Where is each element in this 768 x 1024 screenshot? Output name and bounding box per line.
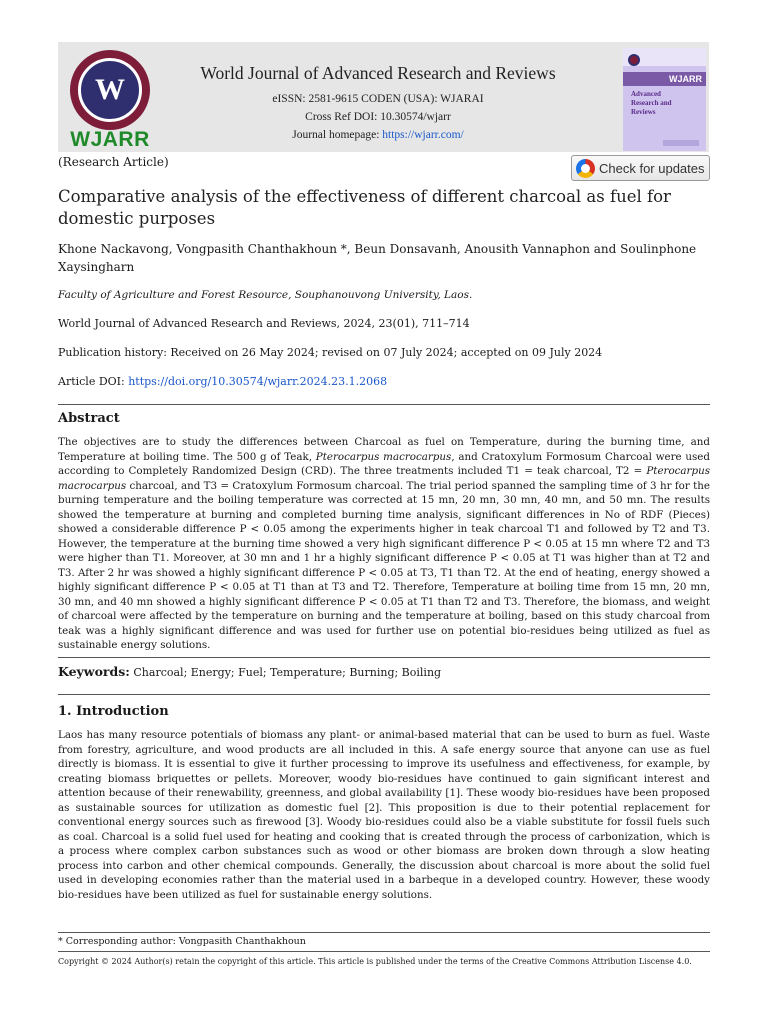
- doi-link[interactable]: https://doi.org/10.30574/wjarr.2024.23.1.2068: [128, 375, 388, 388]
- keywords-label: Keywords:: [58, 664, 130, 679]
- logo-circle: [70, 50, 150, 130]
- introduction-heading: 1. Introduction: [58, 704, 169, 719]
- author-list: Khone Nackavong, Vongpasith Chanthakhoun *, Beun Donsavanh, Anousith Vannaphon and Soulinphone Xaysingharn: [58, 242, 697, 274]
- article-doi: Article DOI: https://doi.org/10.30574/wjarr.2024.23.1.2068: [58, 375, 388, 388]
- affiliation: Faculty of Agriculture and Forest Resource, Souphanouvong University, Laos.: [58, 289, 473, 301]
- check-for-updates-label: Check for updates: [599, 161, 705, 176]
- keywords: [58, 664, 441, 679]
- divider: [58, 404, 710, 405]
- journal-homepage: Journal homepage: https://wjarr.com/: [292, 129, 464, 141]
- footnote-divider: [58, 951, 710, 952]
- citation: World Journal of Advanced Research and Reviews, 2024, 23(01), 711–714: [58, 317, 470, 330]
- cover-badge: WJARR: [623, 72, 706, 86]
- journal-title: World Journal of Advanced Research and Reviews: [200, 63, 556, 83]
- introduction-text: Laos has many resource potentials of biomass any plant- or animal-based material that can be used to burn as fuel. Waste from forestry, agriculture, and wood products are all included in this. A safe energy source that anyone can use as fuel directly is biomass. It is essential to give it further processing to improve its usefulness and effectiveness, for example, by creating biomass briquettes or pellets. Moreover, woody bio-residues have continued to gain significant interest and attention because of their renewability, greenness, and global availability [1]. These woody bio-residues have been proposed as sustainable sources for utilization as domestic fuel [2]. This proposition is due to their potential replacement for conventional energy sources such as firewood [3]. Woody bio-residues could also be a viable substitute for fossil fuels such as coal. Charcoal is a solid fuel used for heating and cooking that is created through the process of carbonization, which is a process where complex carbon substances such as wood or other biomass are broken down through a slow heating process into carbon and other chemical compounds. Generally, the discussion about charcoal is more about the solid fuel used in developing economies rather than the material used in a barbeque in a developed country. However, these woody bio-residues have been utilized as fuel for sustainable energy solutions.: [58, 729, 710, 901]
- cover-seal-icon: [628, 54, 640, 66]
- abstract-heading: Abstract: [58, 411, 120, 426]
- logo-letter: W: [95, 73, 125, 106]
- cover-title: Advanced Research and Reviews: [631, 90, 672, 116]
- article-title: Comparative analysis of the effectiveness of different charcoal as fuel for domestic purposes: [58, 187, 671, 228]
- logo-text: WJARR: [70, 128, 150, 151]
- journal-header: [58, 42, 709, 152]
- footnote-divider: [58, 932, 710, 933]
- journal-issn: eISSN: 2581-9615 CODEN (USA): WJARAI: [272, 93, 484, 105]
- check-for-updates-button[interactable]: [571, 155, 710, 181]
- journal-cover-thumbnail: [623, 48, 706, 151]
- corresponding-author: * Corresponding author: Vongpasith Chanthakhoun: [58, 936, 306, 947]
- crossmark-icon: [576, 159, 595, 178]
- article-type: (Research Article): [58, 155, 169, 169]
- homepage-link[interactable]: https://wjarr.com/: [382, 129, 464, 141]
- journal-logo: [68, 50, 152, 151]
- journal-meta: [178, 90, 578, 144]
- publication-history: Publication history: Received on 26 May 2024; revised on 07 July 2024; accepted on 09 July 2024: [58, 346, 603, 359]
- divider: [58, 657, 710, 658]
- keywords-value: Charcoal; Energy; Fuel; Temperature; Burning; Boiling: [133, 666, 442, 679]
- copyright-notice: Copyright © 2024 Author(s) retain the copyright of this article. This article is published under the terms of the Creative Commons Attribution Liscense 4.0.: [58, 957, 692, 966]
- journal-crossref: Cross Ref DOI: 10.30574/wjarr: [305, 111, 451, 123]
- divider: [58, 694, 710, 695]
- abstract-text: The objectives are to study the differences between Charcoal as fuel on Temperature, during the burning time, and Temperature at boiling time. The 500 g of Teak, Pterocarpus macrocarpus, and Cratoxylum Formosum Charcoal were used according to Completely Randomized Design (CRD). The three treatments included T1 = teak charcoal, T2 = Pterocarpus macrocarpus charcoal, and T3 = Cratoxylum Formosum charcoal. The trial period spanned the sampling time of 3 hr for the burning temperature and the boiling temperature was corrected at 15 mn, 20 mn, 30 mn, 40 mn, and 50 mn. The results showed the temperature at burning and completed burning time analysis, significant differences in No of RDF (Pieces) showed a considerable difference P < 0.05 among the experiments higher in teak charcoal T1 and followed by T2 and T3. However, the temperature at the burning time showed a very high significant difference P < 0.05 at 15 mn where T2 and T3 were higher than T1. Moreover, at 30 mn and 1 hr a highly significant difference P < 0.05 at T1 was higher than at T2 and T3. After 2 hr was showed a highly significant difference P < 0.05 at T3, T1 than T2. At the end of heating, energy showed a highly significant difference P < 0.05 at T1 than at T3 and T2. Therefore, Temperature at boiling time from 15 mn, 20 mn, 30 mn, and 40 mn showed a highly significant difference P < 0.05 at T1 than T2 and T3. Therefore, the biomass, and weight of charcoal were affected by the temperature on burning and the temperature at boiling, based on this study charcoal from teak was a highly significant difference and was used for further use on potential bio-residues being utilized as fuel as sustainable energy solutions.: [58, 436, 710, 651]
